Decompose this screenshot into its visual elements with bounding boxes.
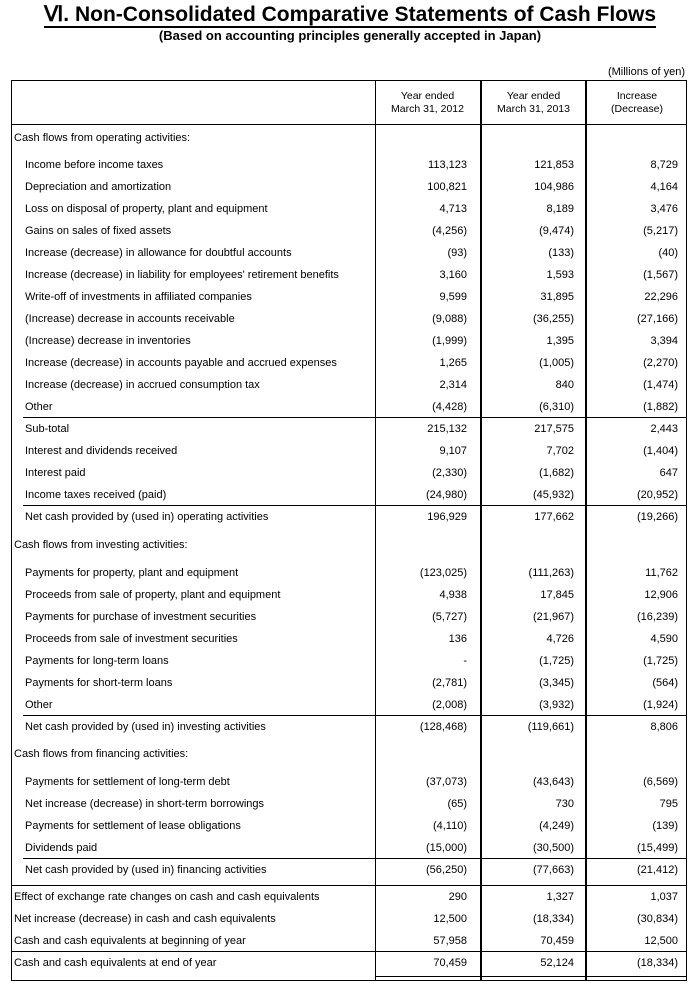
value-2013: 730 [555, 798, 574, 810]
value-2013: (18,334) [533, 913, 574, 925]
value-change: 8,806 [650, 721, 678, 733]
row-label: Net increase (decrease) in short-term borrowings [25, 798, 265, 810]
column-header-2012 [375, 90, 480, 116]
value-2013: 217,575 [534, 423, 574, 435]
header-divider [11, 124, 687, 125]
page-subtitle: (Based on accounting principles generally accepted in Japan) [158, 28, 542, 43]
value-change: (40) [658, 247, 678, 259]
section-row [11, 127, 687, 149]
row-label: Income before income taxes [25, 159, 164, 171]
value-2013: 1,593 [546, 269, 574, 281]
total-double-rule [375, 976, 687, 977]
table-row [11, 154, 687, 176]
section-row [11, 743, 687, 765]
value-2012: (5,727) [432, 611, 467, 623]
value-2012: 1,265 [439, 357, 467, 369]
value-2012: 113,123 [428, 159, 467, 171]
value-change: (564) [652, 677, 678, 689]
table-row [11, 352, 687, 374]
value-2012: 290 [448, 891, 467, 903]
row-label: Increase (decrease) in accrued consumption tax [25, 379, 260, 391]
value-change: 4,590 [650, 633, 678, 645]
row-label: Increase (decrease) in liability for employees' retirement benefits [25, 269, 339, 281]
value-2013: (4,249) [539, 820, 574, 832]
value-change: (1,924) [643, 699, 678, 711]
value-2013: 70,459 [540, 935, 574, 947]
value-change: 22,296 [644, 291, 678, 303]
value-2013: (45,932) [533, 489, 574, 501]
value-2013: 4,726 [546, 633, 574, 645]
section-row [11, 930, 687, 952]
value-2012: (65) [447, 798, 467, 810]
row-label: Cash flows from investing activities: [14, 539, 188, 551]
value-2013: (30,500) [533, 842, 574, 854]
page-title-text: Ⅵ. Non-Consolidated Comparative Statements of Cash Flows [43, 3, 657, 26]
column-header-line2: (Decrease) [611, 103, 663, 115]
row-label: Net cash provided by (used in) financing activities [25, 864, 267, 876]
row-label: Cash and cash equivalents at end of year [14, 957, 217, 969]
value-change: 8,729 [650, 159, 678, 171]
value-2012: 196,929 [427, 511, 467, 523]
value-2013: (77,663) [533, 864, 574, 876]
table-row [11, 694, 687, 716]
value-2013: 177,662 [534, 511, 574, 523]
table-row [11, 859, 687, 881]
value-2013: 17,845 [540, 589, 574, 601]
row-label: Income taxes received (paid) [25, 489, 167, 501]
table-row [11, 837, 687, 859]
value-2013: 1,395 [546, 335, 574, 347]
value-change: (16,239) [637, 611, 678, 623]
value-2013: (1,725) [539, 655, 574, 667]
table-row [11, 220, 687, 242]
value-change: (20,952) [637, 489, 678, 501]
value-change: (21,412) [637, 864, 678, 876]
units-note: (Millions of yen) [607, 66, 685, 78]
table-row [11, 330, 687, 352]
table-row [11, 286, 687, 308]
value-change: (30,834) [637, 913, 678, 925]
value-2012: 9,599 [439, 291, 467, 303]
row-label: Loss on disposal of property, plant and equipment [25, 203, 268, 215]
section-row [11, 886, 687, 908]
value-2013: (43,643) [533, 776, 574, 788]
value-2012: (2,330) [432, 467, 467, 479]
row-divider [23, 417, 687, 418]
page-title [0, 2, 700, 27]
value-2012: (4,256) [432, 225, 467, 237]
row-label: Payments for long-term loans [25, 655, 169, 667]
value-change: (19,266) [637, 511, 678, 523]
table-row [11, 628, 687, 650]
row-label: Payments for purchase of investment securities [25, 611, 257, 623]
table-row [11, 716, 687, 738]
value-2013: 104,986 [534, 181, 574, 193]
value-change: 12,906 [644, 589, 678, 601]
value-change: (5,217) [643, 225, 678, 237]
column-header-line2: March 31, 2012 [391, 103, 464, 115]
row-label: (Increase) decrease in inventories [25, 335, 191, 347]
table-row [11, 606, 687, 628]
row-label: Increase (decrease) in accounts payable and accrued expenses [25, 357, 337, 369]
value-change: (27,166) [637, 313, 678, 325]
value-2013: 52,124 [540, 957, 574, 969]
value-2013: 1,327 [546, 891, 574, 903]
value-change: 11,762 [645, 567, 678, 579]
value-2013: (119,661) [527, 721, 574, 733]
value-2012: (128,468) [419, 721, 467, 733]
value-change: (139) [652, 820, 678, 832]
row-label: Other [25, 699, 53, 711]
row-label: Dividends paid [25, 842, 98, 854]
value-change: (1,404) [643, 445, 678, 457]
row-divider [23, 505, 687, 506]
value-change: 4,164 [650, 181, 678, 193]
row-label: Net cash provided by (used in) operating activities [25, 511, 269, 523]
table-row [11, 506, 687, 528]
row-label: (Increase) decrease in accounts receivable [25, 313, 235, 325]
value-2012: (56,250) [426, 864, 467, 876]
value-2012: (9,088) [432, 313, 467, 325]
cash-flow-table [11, 80, 687, 984]
row-label: Payments for settlement of lease obligations [25, 820, 241, 832]
value-change: (18,334) [637, 957, 678, 969]
table-row [11, 771, 687, 793]
value-2013: (133) [548, 247, 574, 259]
value-2013: (1,682) [539, 467, 574, 479]
table-row [11, 418, 687, 440]
value-2012: 9,107 [439, 445, 467, 457]
value-2013: (111,263) [528, 567, 574, 579]
row-label: Payments for property, plant and equipment [25, 567, 239, 579]
table-row [11, 650, 687, 672]
value-2012: (4,428) [432, 401, 467, 413]
value-2013: (36,255) [533, 313, 574, 325]
table-row [11, 484, 687, 506]
table-row [11, 793, 687, 815]
row-label: Net increase (decrease) in cash and cash equivalents [14, 913, 276, 925]
column-header-line1: Year ended [400, 90, 455, 102]
row-label: Cash and cash equivalents at beginning of year [14, 935, 246, 947]
value-change: 12,500 [644, 935, 678, 947]
value-change: (1,725) [643, 655, 678, 667]
table-row [11, 242, 687, 264]
value-2013: (1,005) [539, 357, 574, 369]
value-2012: 12,500 [433, 913, 467, 925]
section-row [11, 952, 687, 974]
row-label: Write-off of investments in affiliated companies [25, 291, 252, 303]
table-row [11, 815, 687, 837]
value-2012: 136 [448, 633, 467, 645]
value-2012: (24,980) [426, 489, 467, 501]
value-2012: (1,999) [432, 335, 467, 347]
column-header-line1: Increase [616, 90, 658, 102]
row-label: Payments for settlement of long-term debt [25, 776, 230, 788]
value-2013: (21,967) [533, 611, 574, 623]
value-change: (2,270) [643, 357, 678, 369]
value-2012: (123,025) [419, 567, 467, 579]
value-change: 3,476 [650, 203, 678, 215]
value-2013: 121,853 [534, 159, 574, 171]
row-divider [23, 858, 687, 859]
value-2012: (4,110) [432, 820, 467, 832]
row-divider [11, 885, 687, 886]
row-label: Depreciation and amortization [25, 181, 172, 193]
column-header-change [587, 90, 687, 116]
table-row [11, 462, 687, 484]
value-2012: 215,132 [427, 423, 467, 435]
value-2012: (2,781) [432, 677, 467, 689]
value-2013: 31,895 [540, 291, 574, 303]
value-2013: 8,189 [546, 203, 574, 215]
row-divider [11, 951, 687, 952]
row-label: Sub-total [25, 423, 70, 435]
value-change: 2,443 [650, 423, 678, 435]
value-2012: 57,958 [433, 935, 467, 947]
row-label: Cash flows from operating activities: [14, 132, 191, 144]
value-change: (1,474) [643, 379, 678, 391]
table-row [11, 198, 687, 220]
section-row [11, 534, 687, 556]
table-row [11, 396, 687, 418]
column-header-line1: Year ended [506, 90, 561, 102]
value-2012: (37,073) [426, 776, 467, 788]
value-2013: 840 [555, 379, 574, 391]
value-2013: (3,345) [539, 677, 574, 689]
value-change: 647 [659, 467, 678, 479]
row-label: Payments for short-term loans [25, 677, 173, 689]
value-change: (6,569) [643, 776, 678, 788]
value-2012: 100,821 [427, 181, 467, 193]
row-divider [23, 715, 687, 716]
value-change: 3,394 [650, 335, 678, 347]
column-header-line2: March 31, 2013 [497, 103, 570, 115]
section-row [11, 908, 687, 930]
value-2013: (6,310) [539, 401, 574, 413]
row-label: Increase (decrease) in allowance for doubtful accounts [25, 247, 292, 259]
value-change: (1,567) [643, 269, 678, 281]
value-2012: - [463, 655, 467, 667]
row-label: Effect of exchange rate changes on cash and cash equivalents [14, 891, 320, 903]
row-label: Cash flows from financing activities: [14, 748, 189, 760]
value-2012: 4,938 [439, 589, 467, 601]
table-row [11, 374, 687, 396]
row-label: Net cash provided by (used in) investing activities [25, 721, 266, 733]
value-change: (15,499) [637, 842, 678, 854]
value-2012: (93) [447, 247, 467, 259]
row-label: Other [25, 401, 53, 413]
row-label: Interest paid [25, 467, 86, 479]
row-label: Proceeds from sale of property, plant and equipment [25, 589, 281, 601]
row-label: Gains on sales of fixed assets [25, 225, 172, 237]
table-row [11, 264, 687, 286]
value-2013: (9,474) [539, 225, 574, 237]
table-row [11, 308, 687, 330]
value-2012: 2,314 [439, 379, 467, 391]
column-header-2013 [481, 90, 586, 116]
value-2012: 4,713 [439, 203, 467, 215]
value-2012: (15,000) [426, 842, 467, 854]
value-change: 795 [659, 798, 678, 810]
row-label: Interest and dividends received [25, 445, 178, 457]
value-change: 1,037 [650, 891, 678, 903]
table-row [11, 562, 687, 584]
table-row [11, 440, 687, 462]
value-change: (1,882) [643, 401, 678, 413]
table-row [11, 176, 687, 198]
table-row [11, 584, 687, 606]
row-label: Proceeds from sale of investment securities [25, 633, 238, 645]
value-2013: (3,932) [539, 699, 574, 711]
value-2012: 3,160 [439, 269, 467, 281]
value-2012: (2,008) [432, 699, 467, 711]
value-2012: 70,459 [433, 957, 467, 969]
table-row [11, 672, 687, 694]
value-2013: 7,702 [546, 445, 574, 457]
